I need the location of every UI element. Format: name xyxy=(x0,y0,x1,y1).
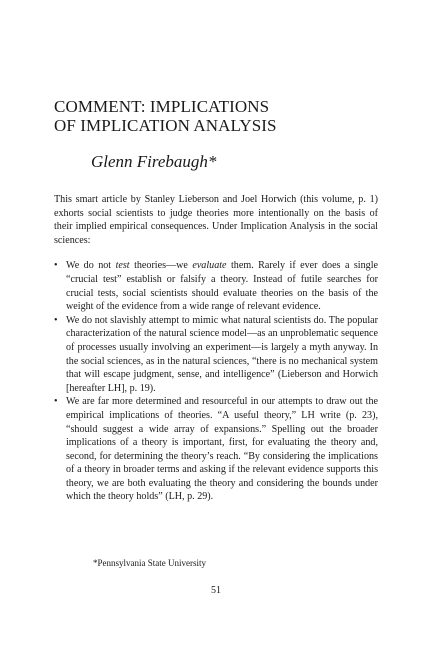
page-number: 51 xyxy=(211,585,221,596)
bullet-marker: • xyxy=(54,314,58,326)
title-line-2: OF IMPLICATION ANALYSIS xyxy=(54,116,277,135)
bullet-item-2 xyxy=(54,314,378,396)
bullet-2-text: We do not slavishly attempt to mimic what natural scientists do. The popular characterization of the natural science model—as an unproblematic sequence of processes usually involving an experiment—is largely a myth anyway. In the social sciences, as in the natural sciences, “there is no mechanical system that will escape judgment, sense, and intelligence” (Lieberson and Horwich [hereafter LH], p. 19). xyxy=(66,314,378,394)
bullet-item-3 xyxy=(54,395,378,504)
bullet-1-text-c: them. Rarely if ever does a single “crucial test” establish or falsify a theory. Instead of futile searches for crucial tests, social scientists should evaluate theories on the basis of the weight of the evidence from a wide range of relevant evidence. xyxy=(66,260,378,313)
bullet-marker: • xyxy=(54,260,58,272)
bullet-1-emphasis-evaluate: evaluate xyxy=(192,260,227,272)
author-name: Glenn Firebaugh* xyxy=(91,152,217,171)
article-title xyxy=(54,97,384,135)
bullet-marker: • xyxy=(54,396,58,408)
bullet-3-text: We are far more determined and resourceful in our attempts to draw out the empirical implications of theories. “A useful theory,” LH write (p. 23), “should suggest a wide array of expansions.” Spelling out the broader implications of a theory is important, first, for evaluating the theory and, second, for determining the theory’s reach. “By considering the implications of a theory in broader terms and asking if the relevant evidence supports this theory, we are both evaluating the theory and considering the bounds under which the theory holds” (LH, p. 29). xyxy=(66,396,378,503)
article-body xyxy=(54,193,378,504)
bullet-1-text-b: theories—we xyxy=(129,260,193,272)
intro-paragraph: This smart article by Stanley Lieberson and Joel Horwich (this volume, p. 1) exhorts social scientists to judge theories more intentionally on the basis of their implied empirical consequences. Under Implication Analysis in the social sciences: xyxy=(54,194,378,246)
bullet-1-text-a: We do not xyxy=(66,260,116,272)
author-affiliation-footnote: *Pennsylvania State University xyxy=(93,558,206,568)
bullet-item-1 xyxy=(54,259,378,313)
bullet-list xyxy=(54,259,378,504)
bullet-1-emphasis-test: test xyxy=(115,260,130,272)
title-line-1: COMMENT: IMPLICATIONS xyxy=(54,97,270,116)
